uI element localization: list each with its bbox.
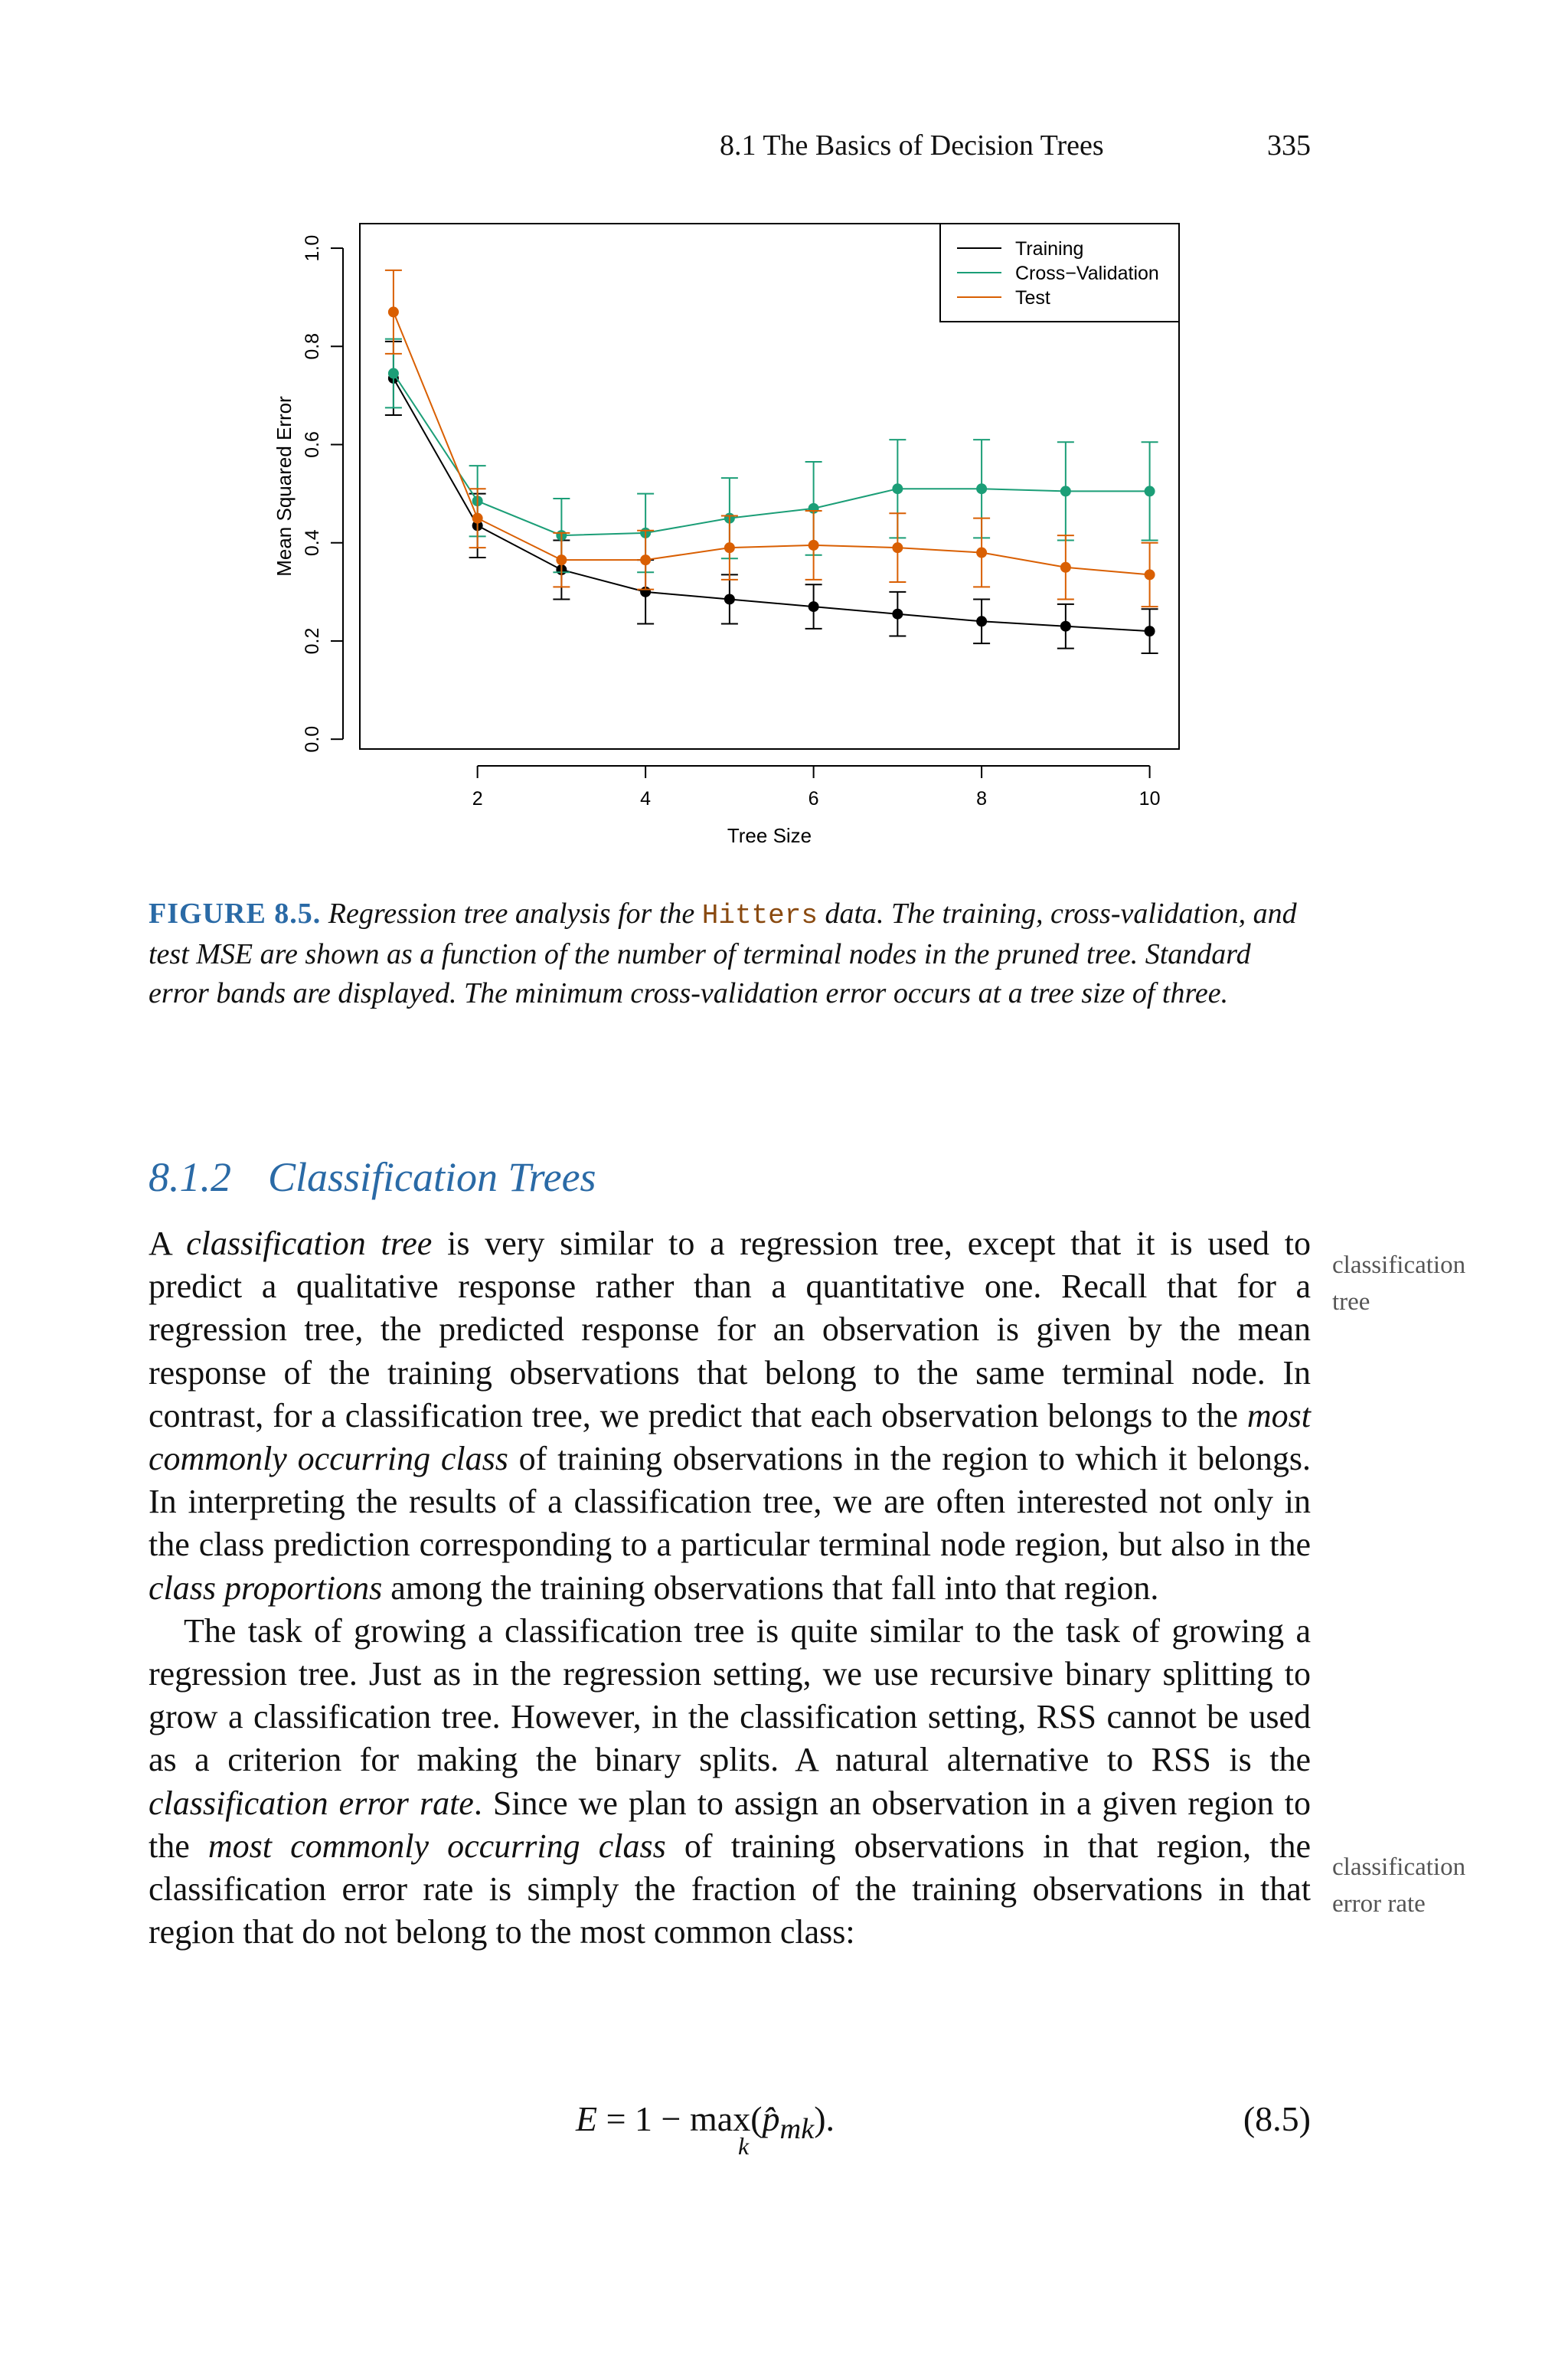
- body-text: [149, 1222, 1311, 1954]
- legend-label-training: Training: [1015, 238, 1084, 260]
- point-cross-validation-8: [976, 483, 987, 494]
- margin-note-2-line-2: error rate: [1332, 1890, 1426, 1918]
- section-heading: [149, 1153, 596, 1201]
- margin-note-1-line-1: classification: [1332, 1251, 1466, 1279]
- running-head-title: 8.1 The Basics of Decision Trees: [720, 129, 1104, 162]
- figure-label: FIGURE 8.5.: [149, 898, 322, 930]
- x-axis-label: Tree Size: [727, 824, 812, 847]
- y-tick-label-0: 0.0: [302, 725, 323, 753]
- y-tick-label-4: 0.8: [302, 332, 323, 360]
- p1-text-3: of training observations in the region to which it belongs. In interpreting the results of a classification tree, we are often interested not only in the class prediction corresponding to a particular terminal node region, but also in the: [149, 1440, 1311, 1564]
- legend-label-test: Test: [1015, 287, 1050, 309]
- x-tick-label-8: 8: [976, 788, 988, 810]
- p1-emphasis-classification-tree: classification tree: [186, 1225, 433, 1262]
- paragraph-1: [149, 1222, 1311, 1610]
- eq-operator: = 1 − max(: [597, 2099, 763, 2138]
- series-layer: [385, 270, 1158, 653]
- point-test-5: [724, 542, 735, 553]
- margin-note-2-line-1: classification: [1332, 1853, 1466, 1881]
- paragraph-2: [149, 1610, 1311, 1954]
- point-training-8: [976, 616, 987, 626]
- margin-note-classification-error-rate: [1332, 1849, 1465, 1922]
- p2-emphasis-most-common-class: most commonly occurring class: [207, 1827, 666, 1865]
- series-line-cross-validation: [394, 374, 1150, 536]
- point-test-10: [1145, 569, 1155, 580]
- point-test-4: [640, 554, 651, 565]
- equation-8-5: [576, 2098, 1311, 2167]
- point-test-8: [976, 548, 987, 558]
- eq-subscript-mk: mk: [779, 2113, 815, 2146]
- series-line-test: [394, 312, 1150, 574]
- section-title: Classification Trees: [268, 1154, 596, 1200]
- equation-number: (8.5): [1243, 2099, 1311, 2138]
- point-cross-validation-9: [1060, 486, 1071, 496]
- x-tick-label-2: 2: [472, 788, 483, 810]
- point-training-9: [1060, 621, 1071, 632]
- p1-text-2: is very similar to a regression tree, except that it is used to predict a qualitative response rather than a quantitative one. Recall that for a regression tree, the predicted response for an observation is given by the mean response of the training observations that belong to the same terminal node. In contrast, for a classification tree, we predict that each observation belongs to the: [149, 1225, 1311, 1434]
- point-cross-validation-7: [892, 483, 903, 494]
- y-tick-label-5: 1.0: [302, 234, 323, 262]
- eq-close: ).: [814, 2099, 835, 2138]
- eq-max-subscript-k: k: [738, 2132, 750, 2160]
- point-test-2: [472, 513, 483, 524]
- y-axis: [302, 235, 343, 753]
- p1-emphasis-most-common-class: most commonly occurring class: [149, 1396, 1311, 1478]
- figure-caption: [149, 895, 1312, 1013]
- x-tick-label-6: 6: [808, 788, 819, 810]
- eq-symbol-p-hat: p̂: [762, 2099, 780, 2138]
- caption-text-before: Regression tree analysis for the: [321, 898, 702, 930]
- p2-text-3: of training observations in that region, the classification error rate is simply the fraction of the training observations in that region that do not belong to the most common class:: [149, 1827, 1311, 1951]
- y-tick-label-2: 0.4: [302, 529, 323, 557]
- point-training-5: [724, 594, 735, 604]
- point-test-1: [388, 306, 399, 317]
- point-training-7: [892, 609, 903, 620]
- legend: [940, 224, 1179, 322]
- point-training-6: [808, 601, 819, 612]
- x-axis: [472, 766, 1161, 810]
- y-tick-label-3: 0.6: [302, 431, 323, 458]
- p1-text-4: among the training observations that fall into that region.: [382, 1568, 1159, 1607]
- point-training-10: [1145, 626, 1155, 636]
- section-number: 8.1.2: [149, 1154, 231, 1200]
- caption-code-hitters: Hitters: [701, 900, 818, 931]
- point-test-6: [808, 540, 819, 551]
- x-tick-label-4: 4: [640, 788, 652, 810]
- y-axis-label: Mean Squared Error: [273, 396, 296, 577]
- p1-emphasis-class-proportions: class proportions: [149, 1568, 383, 1607]
- margin-note-1-line-2: tree: [1332, 1288, 1370, 1316]
- mse-chart: [260, 214, 1217, 858]
- point-test-3: [556, 554, 567, 565]
- series-line-training: [394, 378, 1150, 631]
- legend-label-cross-validation: Cross−Validation: [1015, 263, 1159, 284]
- x-tick-label-10: 10: [1138, 788, 1161, 810]
- p2-text-2: . Since we plan to assign an observation in a given region to the: [149, 1784, 1311, 1865]
- margin-note-classification-tree: [1332, 1247, 1465, 1320]
- y-tick-label-1: 0.2: [302, 627, 323, 655]
- eq-symbol-e: E: [576, 2099, 598, 2138]
- point-test-7: [892, 542, 903, 553]
- point-test-9: [1060, 562, 1071, 573]
- series-training: [385, 342, 1158, 653]
- p1-text-1: A: [149, 1225, 187, 1262]
- equation-body: [576, 2098, 835, 2146]
- point-cross-validation-1: [388, 368, 399, 379]
- page-number: 335: [1267, 129, 1311, 162]
- caption-text-after: data. The training, cross-validation, and test MSE are shown as a function of the number of terminal nodes in the pruned tree. Standard error bands are displayed. The minimum cross-validation error occurs at a tree size of three.: [149, 898, 1297, 1009]
- p2-text-1: The task of growing a classification tree is quite similar to the task of growing a regression tree. Just as in the regression setting, we use recursive binary splitting to grow a classification tree. However, in the classification setting, RSS cannot be used as a criterion for making the binary splits. A natural alternative to RSS is the: [149, 1611, 1311, 1779]
- p2-emphasis-error-rate: classification error rate: [149, 1784, 474, 1822]
- point-cross-validation-10: [1145, 486, 1155, 496]
